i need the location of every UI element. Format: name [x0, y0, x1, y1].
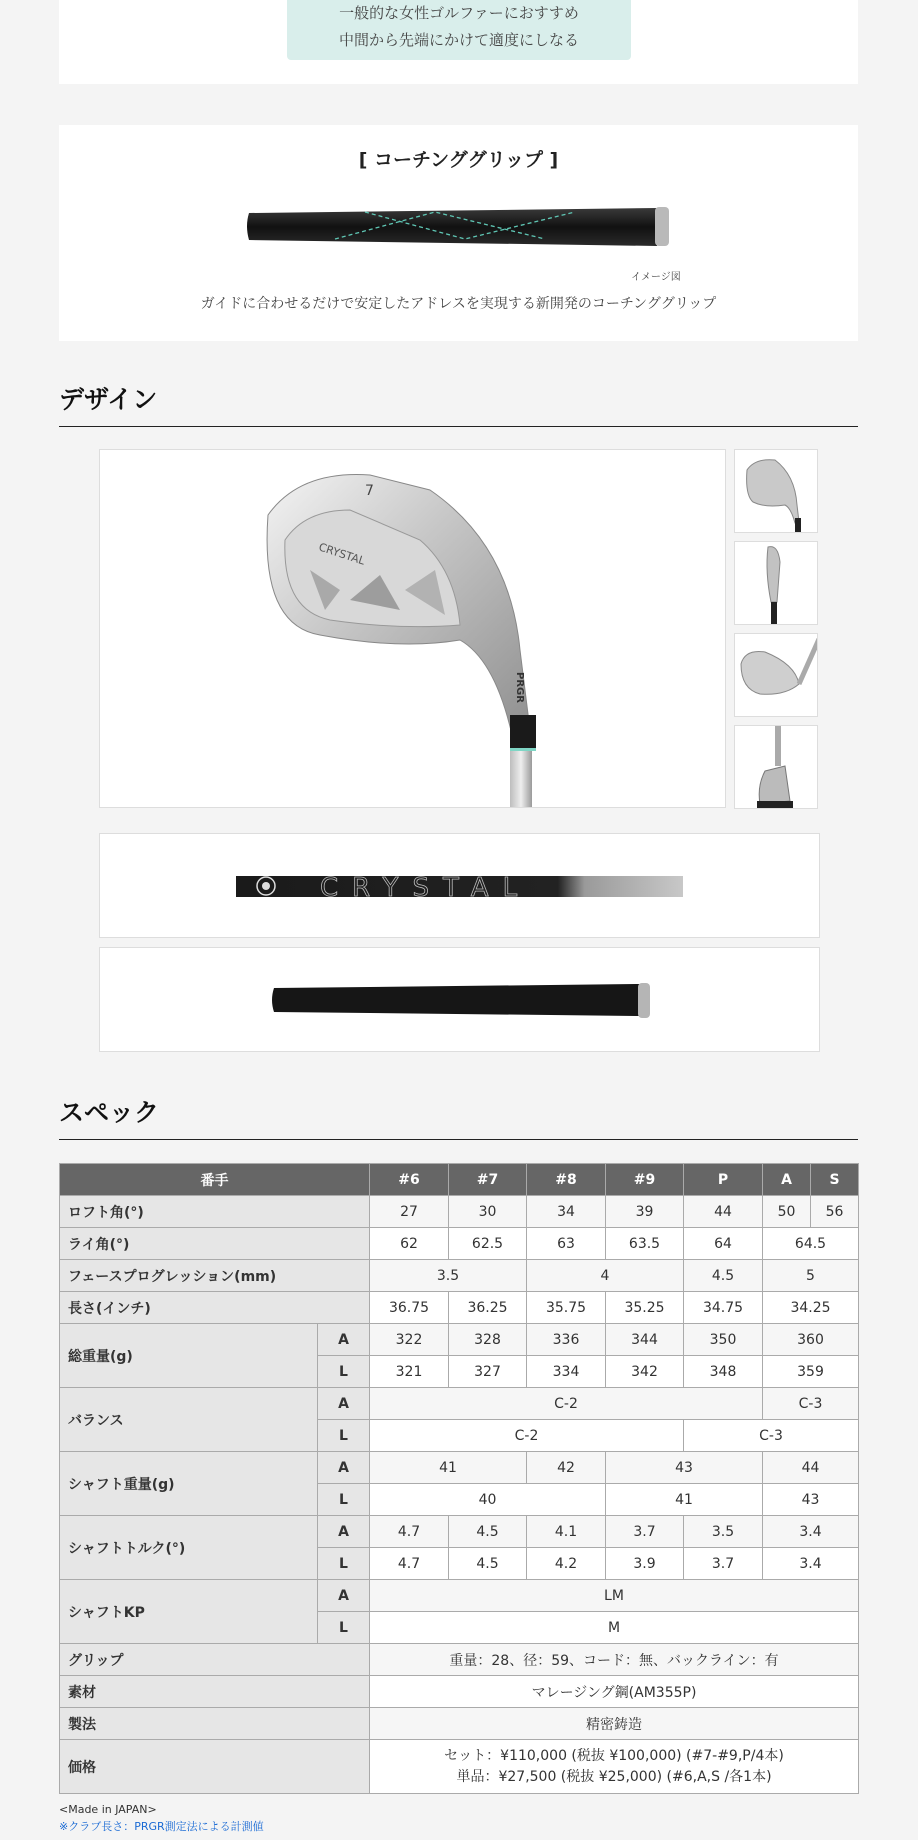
cell: 62: [370, 1228, 449, 1260]
row-label: シャフトトルク(°): [60, 1516, 318, 1580]
cell: C-2: [370, 1388, 763, 1420]
header-cell: 番手: [60, 1164, 370, 1196]
cell: 35.25: [606, 1292, 684, 1324]
table-row-shaft-kp-a: [60, 1580, 859, 1612]
price-set: セット：¥110,000 (税抜 ¥100,000) (#7-#9,P/4本): [444, 1747, 784, 1764]
cell: 4.5: [449, 1516, 527, 1548]
cell: C-3: [763, 1388, 859, 1420]
shaft-graphic: [100, 834, 821, 939]
shaft-feature-box: [287, 0, 631, 60]
cell: 63: [527, 1228, 606, 1260]
sub-label: L: [318, 1548, 370, 1580]
header-cell: #8: [527, 1164, 606, 1196]
sub-label: A: [318, 1580, 370, 1612]
cell: マレージング鋼(AM355P): [370, 1676, 859, 1708]
row-label: シャフトKP: [60, 1580, 318, 1644]
cell: 3.4: [763, 1516, 859, 1548]
spec-heading: スペック: [59, 1093, 858, 1140]
cell: 4.5: [684, 1260, 763, 1292]
cell: 5: [763, 1260, 859, 1292]
thumbnail-toe[interactable]: [734, 541, 818, 625]
head-number: 7: [365, 483, 374, 499]
iron-club-image: [100, 450, 726, 808]
cell: C-2: [370, 1420, 684, 1452]
grip-graphic: [100, 948, 821, 1053]
cell: 42: [527, 1452, 606, 1484]
table-row-shaft-weight-a: [60, 1452, 859, 1484]
row-label: ロフト角(°): [60, 1196, 370, 1228]
cell: 322: [370, 1324, 449, 1356]
sub-label: A: [318, 1516, 370, 1548]
cell: 64: [684, 1228, 763, 1260]
spec-header-row: [60, 1164, 859, 1196]
row-label: 製法: [60, 1708, 370, 1740]
design-heading: デザイン: [59, 380, 858, 427]
table-row-material: [60, 1676, 859, 1708]
header-cell: #9: [606, 1164, 684, 1196]
cell: 4.7: [370, 1548, 449, 1580]
row-label: バランス: [60, 1388, 318, 1452]
cell: 35.75: [527, 1292, 606, 1324]
cell: 43: [763, 1484, 859, 1516]
measurement-note: ※クラブ長さ：PRGR測定法による計測値: [59, 1820, 264, 1833]
club-toe-icon: [735, 542, 818, 625]
row-label: グリップ: [60, 1644, 370, 1676]
header-cell: S: [811, 1164, 859, 1196]
table-row-balance-a: [60, 1388, 859, 1420]
cell: 41: [606, 1484, 763, 1516]
cell: 3.5: [684, 1516, 763, 1548]
thumbnail-face[interactable]: [734, 633, 818, 717]
row-label: ライ角(°): [60, 1228, 370, 1260]
cell: 44: [763, 1452, 859, 1484]
cell: 40: [370, 1484, 606, 1516]
table-row-shaft-torque-a: [60, 1516, 859, 1548]
table-row-loft: [60, 1196, 859, 1228]
grip-image: [99, 947, 820, 1052]
row-label: 総重量(g): [60, 1324, 318, 1388]
club-face-icon: [735, 634, 818, 717]
cell: 64.5: [763, 1228, 859, 1260]
hosel-text: PRGR: [514, 672, 525, 703]
sub-label: A: [318, 1452, 370, 1484]
cell: 4.2: [527, 1548, 606, 1580]
cell: 34.25: [763, 1292, 859, 1324]
table-row-face-progression: [60, 1260, 859, 1292]
table-row-weight-a: [60, 1324, 859, 1356]
row-label: フェースプログレッション(mm): [60, 1260, 370, 1292]
sub-label: L: [318, 1356, 370, 1388]
cell: 336: [527, 1324, 606, 1356]
cell: 3.5: [370, 1260, 527, 1292]
cell: 重量：28、径：59、コード：無、バックライン：有: [370, 1644, 859, 1676]
price-single: 単品：¥27,500 (税抜 ¥25,000) (#6,A,S /各1本): [456, 1768, 772, 1785]
table-row-method: [60, 1708, 859, 1740]
row-label: シャフト重量(g): [60, 1452, 318, 1516]
cell: 44: [684, 1196, 763, 1228]
cell: 359: [763, 1356, 859, 1388]
cell: 348: [684, 1356, 763, 1388]
spec-table: [59, 1163, 859, 1794]
cell: 334: [527, 1356, 606, 1388]
cell: 56: [811, 1196, 859, 1228]
cell: 41: [370, 1452, 527, 1484]
cell: 321: [370, 1356, 449, 1388]
cell: 4: [527, 1260, 684, 1292]
cell: LM: [370, 1580, 859, 1612]
row-label: 長さ(インチ): [60, 1292, 370, 1324]
cell: 344: [606, 1324, 684, 1356]
cell: 4.1: [527, 1516, 606, 1548]
cell: 3.7: [606, 1516, 684, 1548]
cell: 27: [370, 1196, 449, 1228]
thumbnail-sole[interactable]: [734, 725, 818, 809]
cell: 50: [763, 1196, 811, 1228]
shaft-image: [99, 833, 820, 938]
table-row-grip: [60, 1644, 859, 1676]
row-label: 素材: [60, 1676, 370, 1708]
price-cell: [370, 1740, 859, 1794]
sub-label: L: [318, 1420, 370, 1452]
sub-label: A: [318, 1324, 370, 1356]
image-note: イメージ図: [631, 272, 681, 283]
cell: 3.9: [606, 1548, 684, 1580]
sub-label: L: [318, 1484, 370, 1516]
coaching-grip-image: [245, 204, 673, 249]
grip-title: [ コーチンググリップ ]: [358, 149, 559, 171]
coaching-grip-card: [59, 125, 858, 341]
cell: 328: [449, 1324, 527, 1356]
cell: 3.4: [763, 1548, 859, 1580]
table-row-price: [60, 1740, 859, 1794]
cell: 4.7: [370, 1516, 449, 1548]
cell: 36.25: [449, 1292, 527, 1324]
feature-line: 中間から先端にかけて適度にしなる: [338, 31, 579, 49]
club-sole-icon: [735, 726, 818, 809]
cell: 30: [449, 1196, 527, 1228]
cell: 34: [527, 1196, 606, 1228]
sub-label: L: [318, 1612, 370, 1644]
head-brand-text: CRYSTAL: [317, 540, 367, 568]
club-front-icon: [735, 450, 818, 533]
shaft-feature-card: [59, 0, 858, 84]
main-product-image: [99, 449, 726, 808]
row-label: 価格: [60, 1740, 370, 1794]
cell: 36.75: [370, 1292, 449, 1324]
cell: C-3: [684, 1420, 859, 1452]
header-cell: #6: [370, 1164, 449, 1196]
cell: 360: [763, 1324, 859, 1356]
cell: 39: [606, 1196, 684, 1228]
cell: 342: [606, 1356, 684, 1388]
header-cell: A: [763, 1164, 811, 1196]
cell: 3.7: [684, 1548, 763, 1580]
cell: 43: [606, 1452, 763, 1484]
table-row-length: [60, 1292, 859, 1324]
cell: 327: [449, 1356, 527, 1388]
cell: 34.75: [684, 1292, 763, 1324]
cell: 精密鋳造: [370, 1708, 859, 1740]
header-cell: P: [684, 1164, 763, 1196]
cell: 63.5: [606, 1228, 684, 1260]
shaft-text: CRYSTAL: [320, 873, 532, 903]
cell: 62.5: [449, 1228, 527, 1260]
cell: M: [370, 1612, 859, 1644]
grip-description: ガイドに合わせるだけで安定したアドレスを実現する新開発のコーチンググリップ: [200, 296, 717, 312]
table-row-lie: [60, 1228, 859, 1260]
cell: 4.5: [449, 1548, 527, 1580]
thumbnail-front[interactable]: [734, 449, 818, 533]
sub-label: A: [318, 1388, 370, 1420]
header-cell: #7: [449, 1164, 527, 1196]
cell: 350: [684, 1324, 763, 1356]
made-in-note: <Made in JAPAN>: [59, 1803, 157, 1816]
feature-line: 一般的な女性ゴルファーにおすすめ: [339, 4, 579, 22]
